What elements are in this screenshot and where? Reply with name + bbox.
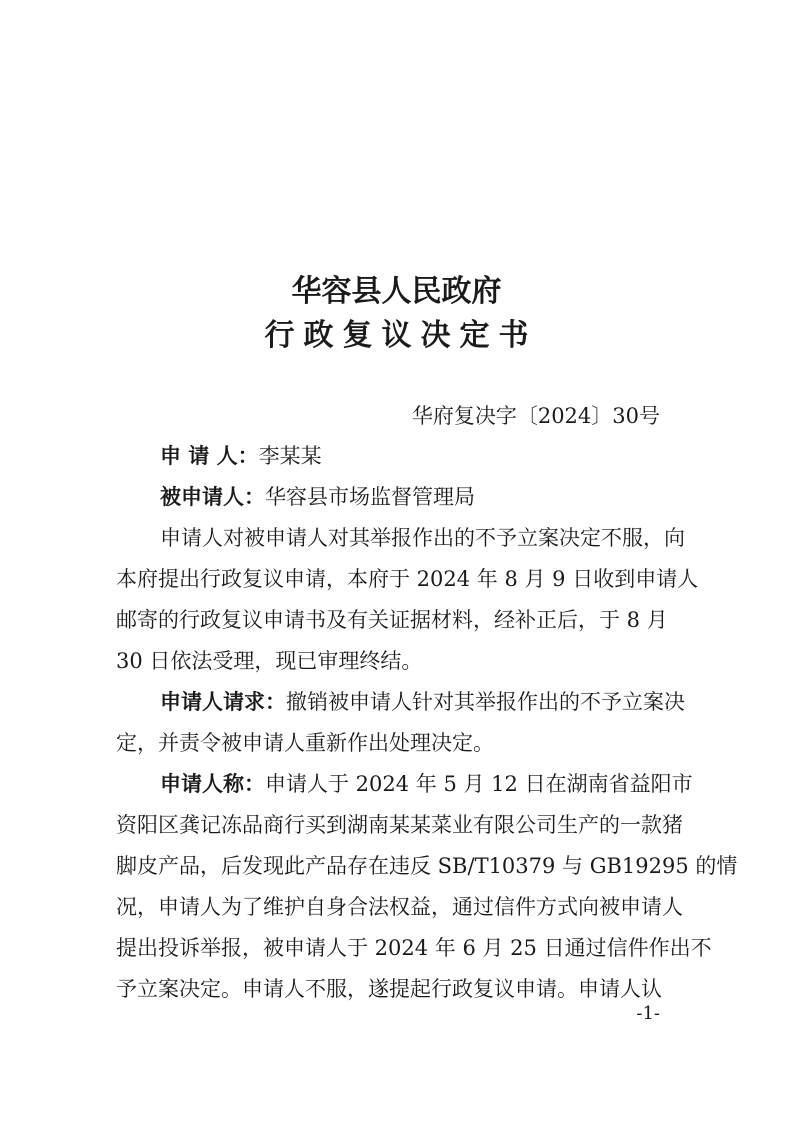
- page-title: 华容县人民政府: [291, 274, 502, 309]
- request-line: [160, 688, 685, 716]
- paragraph-line: 申请人对被申请人对其举报作出的不予立案决定不服，向: [160, 526, 685, 550]
- page-number: -1-: [636, 1003, 660, 1024]
- page-subtitle: 行政复议决定书: [264, 318, 538, 353]
- request-text: 撤销被申请人针对其举报作出的不予立案决: [286, 690, 685, 714]
- document-number: 华府复决字〔2024〕30号: [411, 404, 660, 428]
- paragraph-line: 邮寄的行政复议申请书及有关证据材料，经补正后，于 8 月: [116, 608, 668, 632]
- claim-line: [160, 770, 693, 798]
- paragraph-line: 本府提出行政复议申请，本府于 2024 年 8 月 9 日收到申请人: [116, 567, 699, 591]
- paragraph-line: 30 日依法受理，现已审理终结。: [116, 649, 423, 673]
- request-label: 申请人请求：: [160, 690, 286, 714]
- applicant-line: [160, 442, 322, 470]
- paragraph-line: 予立案决定。申请人不服，遂提起行政复议申请。申请人认: [116, 977, 662, 1001]
- respondent-label: 被申请人：: [160, 485, 265, 509]
- respondent-line: [160, 483, 475, 511]
- respondent-value: 华容县市场监督管理局: [265, 485, 475, 509]
- applicant-value: 李某某: [258, 444, 322, 468]
- paragraph-line: 定，并责令被申请人重新作出处理决定。: [116, 731, 494, 755]
- applicant-label: 申 请 人：: [160, 444, 259, 468]
- paragraph-line: 况，申请人为了维护自身合法权益，通过信件方式向被申请人: [116, 895, 683, 919]
- paragraph-line: 提出投诉举报，被申请人于 2024 年 6 月 25 日通过信件作出不: [116, 936, 712, 960]
- claim-label: 申请人称：: [160, 772, 265, 796]
- paragraph-line: 资阳区龚记冻品商行买到湖南某某菜业有限公司生产的一款猪: [116, 813, 683, 837]
- paragraph-line: 脚皮产品，后发现此产品存在违反 SB/T10379 与 GB19295 的情: [116, 854, 738, 878]
- claim-text: 申请人于 2024 年 5 月 12 日在湖南省益阳市: [265, 772, 693, 796]
